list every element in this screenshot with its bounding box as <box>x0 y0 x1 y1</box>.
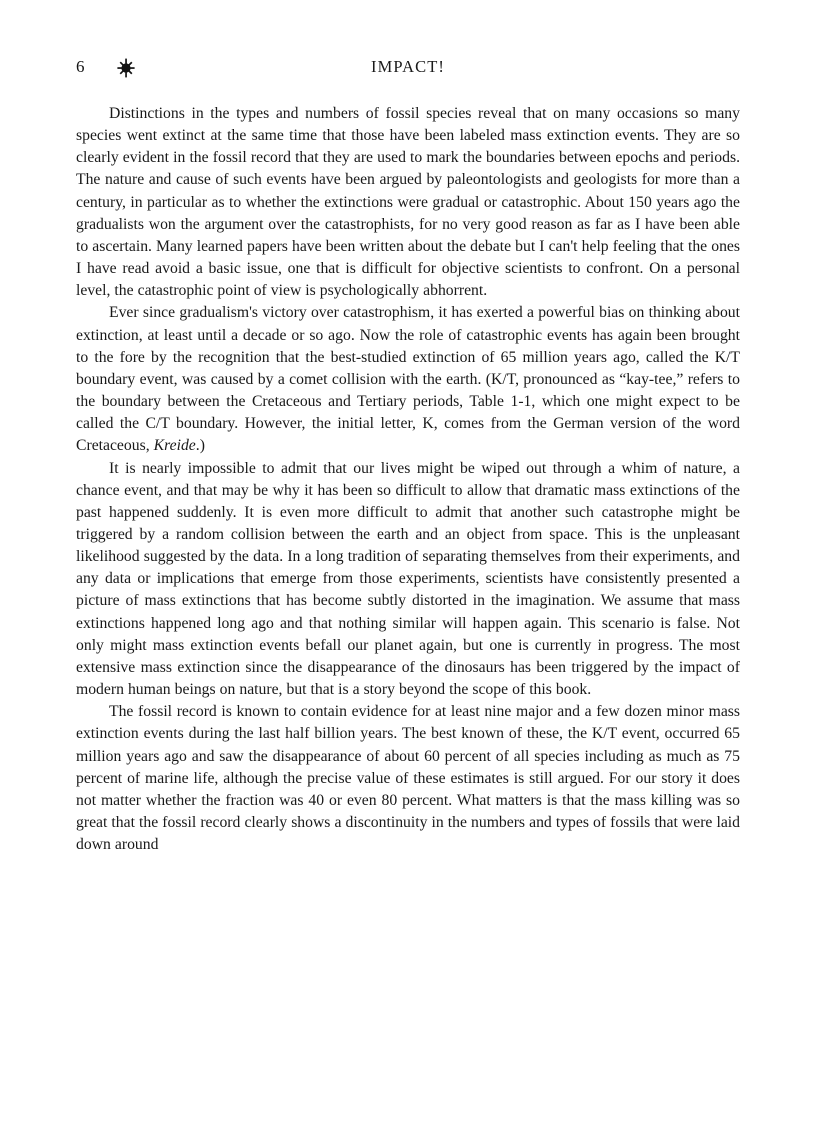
running-head <box>76 56 740 82</box>
paragraph-text-segment: .) <box>195 437 205 455</box>
body-text-column <box>76 103 740 856</box>
paragraph-text-segment: Ever since gradualism's victory over catastrophism, it has exerted a powerful bias on thinking about extinction, at least until a decade or so ago. Now the role of catastrophic events has again been brought to the fore by the recognition that the best-studied extinction of 65 million years ago, called the K/T boundary event, was caused by a comet collision with the earth. (K/T, pronounced as “kay-tee,” refers to the boundary between the Cretaceous and Tertiary periods, Table 1-1, which one might expect to be called the C/T boundary. However, the initial letter, K, comes from the German version of the word Cretaceous, <box>76 304 740 455</box>
paragraph: It is nearly impossible to admit that our lives might be wiped out through a whim of nature, a chance event, and that may be why it has been so difficult to allow that dramatic mass extinctions of the past happened suddenly. It is even more difficult to admit that another such catastrophe might be triggered by a random collision between the earth and an object from space. This is the unpleasant likelihood suggested by the data. In a long tradition of separating themselves from their experiments, and any data or implications that emerge from those experiments, scientists have consistently presented a picture of mass extinctions that has become subtly distorted in the imagination. We assume that mass extinctions happened long ago and that nothing similar will happen again. This scenario is false. Not only might mass extinction events befall our planet again, but one is currently in progress. The most extensive mass extinction since the disappearance of the dinosaurs has been triggered by the impact of modern human beings on nature, but that is a story beyond the scope of this book. <box>76 459 740 699</box>
running-head-title <box>0 56 740 78</box>
paragraph: Distinctions in the types and numbers of fossil species reveal that on many occasions so many species went extinct at the same time that those have been labeled mass extinction events. They are so clearly evident in the fossil record that they are used to mark the boundaries between epochs and periods. The nature and cause of such events have been argued by paleontologists and geologists for more than a century, in particular as to whether the extinctions were gradual or catastrophic. About 150 years ago the gradualists won the argument over the catastrophists, for no very good reason as far as I have been able to ascertain. Many learned papers have been written about the debate but I can't help feeling that the ones I have read avoid a basic issue, one that is difficult for objective scientists to confront. On a personal level, the catastrophic point of view is psychologically abhorrent. <box>76 105 740 300</box>
italic-term: Kreide <box>153 437 196 455</box>
paragraph: The fossil record is known to contain evidence for at least nine major and a few dozen minor mass extinction events during the last half billion years. The best known of these, the K/T event, occurred 65 million years ago and saw the disappearance of about 60 percent of all species including as much as 75 percent of marine life, although the precise value of these estimates is still argued. For our story it does not matter whether the fraction was 40 or even 80 percent. What matters is that the mass killing was so great that the fossil record clearly shows a discontinuity in the numbers and types of fossils that were laid down around <box>76 703 740 854</box>
paragraph <box>76 302 740 457</box>
page-number: 6 <box>76 57 85 76</box>
running-head-title-text: IMPACT! <box>370 57 446 76</box>
